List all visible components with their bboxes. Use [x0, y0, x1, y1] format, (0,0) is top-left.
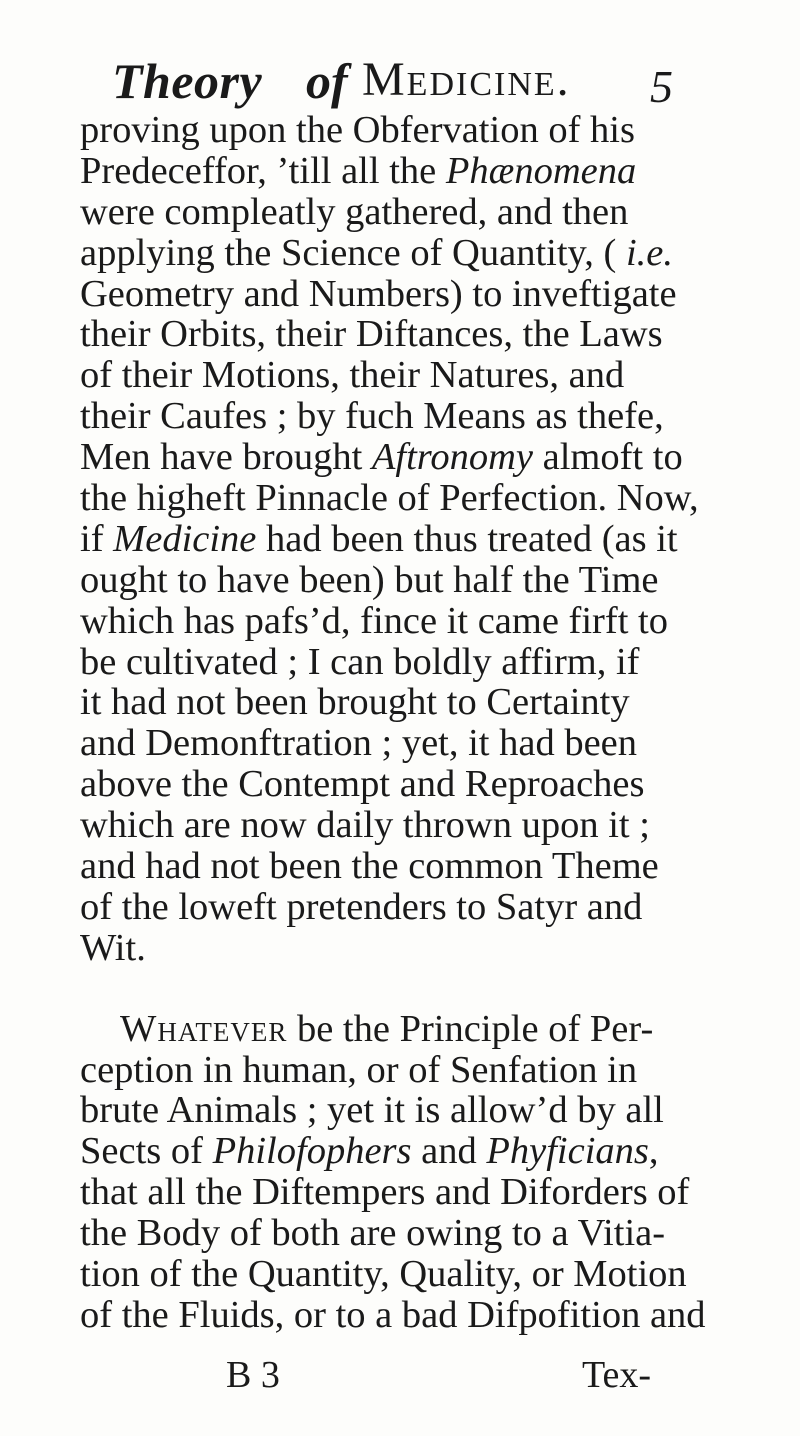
text-run: their Caufes ; by fuch Means as thefe, [80, 395, 664, 438]
text-run: were compleatly gathered, and then [80, 190, 629, 233]
text-run: if [80, 517, 114, 560]
text-run: which are now daily thrown upon it ; [80, 804, 650, 847]
catchword: Tex- [582, 1354, 652, 1396]
text-line [80, 1131, 720, 1172]
text-line [80, 560, 720, 601]
text-run: it had not been brought to Certainty [80, 681, 630, 724]
text-run: applying the Science of Quantity, ( [80, 231, 626, 274]
body-text [80, 110, 720, 1336]
text-line [80, 233, 720, 274]
paragraph-break [80, 969, 720, 1009]
text-run: that all the Diftempers and Diforders of [80, 1171, 690, 1214]
text-run: ought to have been) but half the Time [80, 558, 659, 601]
text-run: , [648, 1130, 659, 1173]
italic-term: Medicine [113, 517, 257, 560]
text-line [80, 478, 720, 519]
running-head-medicine: Medicine. [362, 53, 571, 106]
text-run: Predeceffor, ’till all the [80, 149, 446, 192]
running-head-of: of [306, 53, 348, 109]
italic-term: i.e. [625, 231, 674, 274]
text-run: above the Contempt and Reproaches [80, 763, 645, 806]
running-head-theory: Theory [112, 53, 263, 109]
paragraph-2 [80, 1009, 720, 1336]
text-line [80, 1213, 720, 1254]
italic-term: Philofophers [212, 1130, 412, 1173]
text-run: and [411, 1130, 487, 1173]
text-run: their Orbits, their Diftances, the Laws [80, 313, 663, 356]
italic-term: Phænomena [445, 149, 637, 192]
text-line [80, 846, 720, 887]
text-line [80, 601, 720, 642]
text-line [80, 274, 720, 315]
text-line [80, 110, 720, 151]
text-run: brute Animals ; yet it is allow’d by all [80, 1089, 664, 1132]
text-line [80, 151, 720, 192]
italic-term: Phyficians [486, 1130, 649, 1173]
paragraph-1 [80, 110, 720, 969]
text-line [80, 928, 720, 969]
text-run: of the Fluids, or to a bad Difpofition and [80, 1293, 706, 1336]
text-line [80, 355, 720, 396]
text-line [80, 192, 720, 233]
text-line [80, 1254, 720, 1295]
text-line [80, 723, 720, 764]
text-run: proving upon the Obfervation of his [80, 109, 635, 151]
text-run: had been thus treated (as it [256, 517, 678, 560]
text-line [80, 437, 720, 478]
text-line [80, 642, 720, 683]
text-line [80, 887, 720, 928]
text-run: Geometry and Numbers) to inveftigate [80, 272, 677, 315]
text-line [80, 805, 720, 846]
text-run: and had not been the common Theme [80, 845, 659, 888]
text-line [80, 1050, 720, 1091]
small-caps-opening: Whatever [120, 1007, 288, 1050]
text-line [80, 314, 720, 355]
text-run: ception in human, or of Senfation in [80, 1048, 638, 1091]
text-run: Wit. [80, 926, 146, 969]
text-line [80, 1009, 720, 1050]
text-run: which has pafs’d, fince it came firft to [80, 599, 668, 642]
text-line [80, 764, 720, 805]
page-number: 5 [650, 61, 673, 112]
signature-mark: B 3 [226, 1354, 280, 1396]
text-run: Men have brought [80, 436, 372, 479]
text-run: of the loweft pretenders to Satyr and [80, 885, 643, 928]
text-run: be the Principle of Per- [287, 1007, 654, 1050]
text-run: the Body of both are owing to a Vitia- [80, 1212, 666, 1255]
text-run: tion of the Quantity, Quality, or Motion [80, 1253, 687, 1296]
text-run: and Demonftration ; yet, it had been [80, 722, 638, 765]
text-line [80, 1090, 720, 1131]
text-run: of their Motions, their Natures, and [80, 354, 625, 397]
text-run: the higheft Pinnacle of Perfection. Now, [80, 477, 699, 520]
italic-term: Aftronomy [371, 436, 533, 479]
text-line [80, 1295, 720, 1336]
text-run: almoft to [533, 436, 683, 479]
text-line [80, 1172, 720, 1213]
text-line [80, 519, 720, 560]
running-head [112, 42, 692, 114]
text-line [80, 396, 720, 437]
text-run: Sects of [80, 1130, 213, 1173]
text-line [80, 682, 720, 723]
text-run: be cultivated ; I can boldly affirm, if [80, 640, 640, 683]
